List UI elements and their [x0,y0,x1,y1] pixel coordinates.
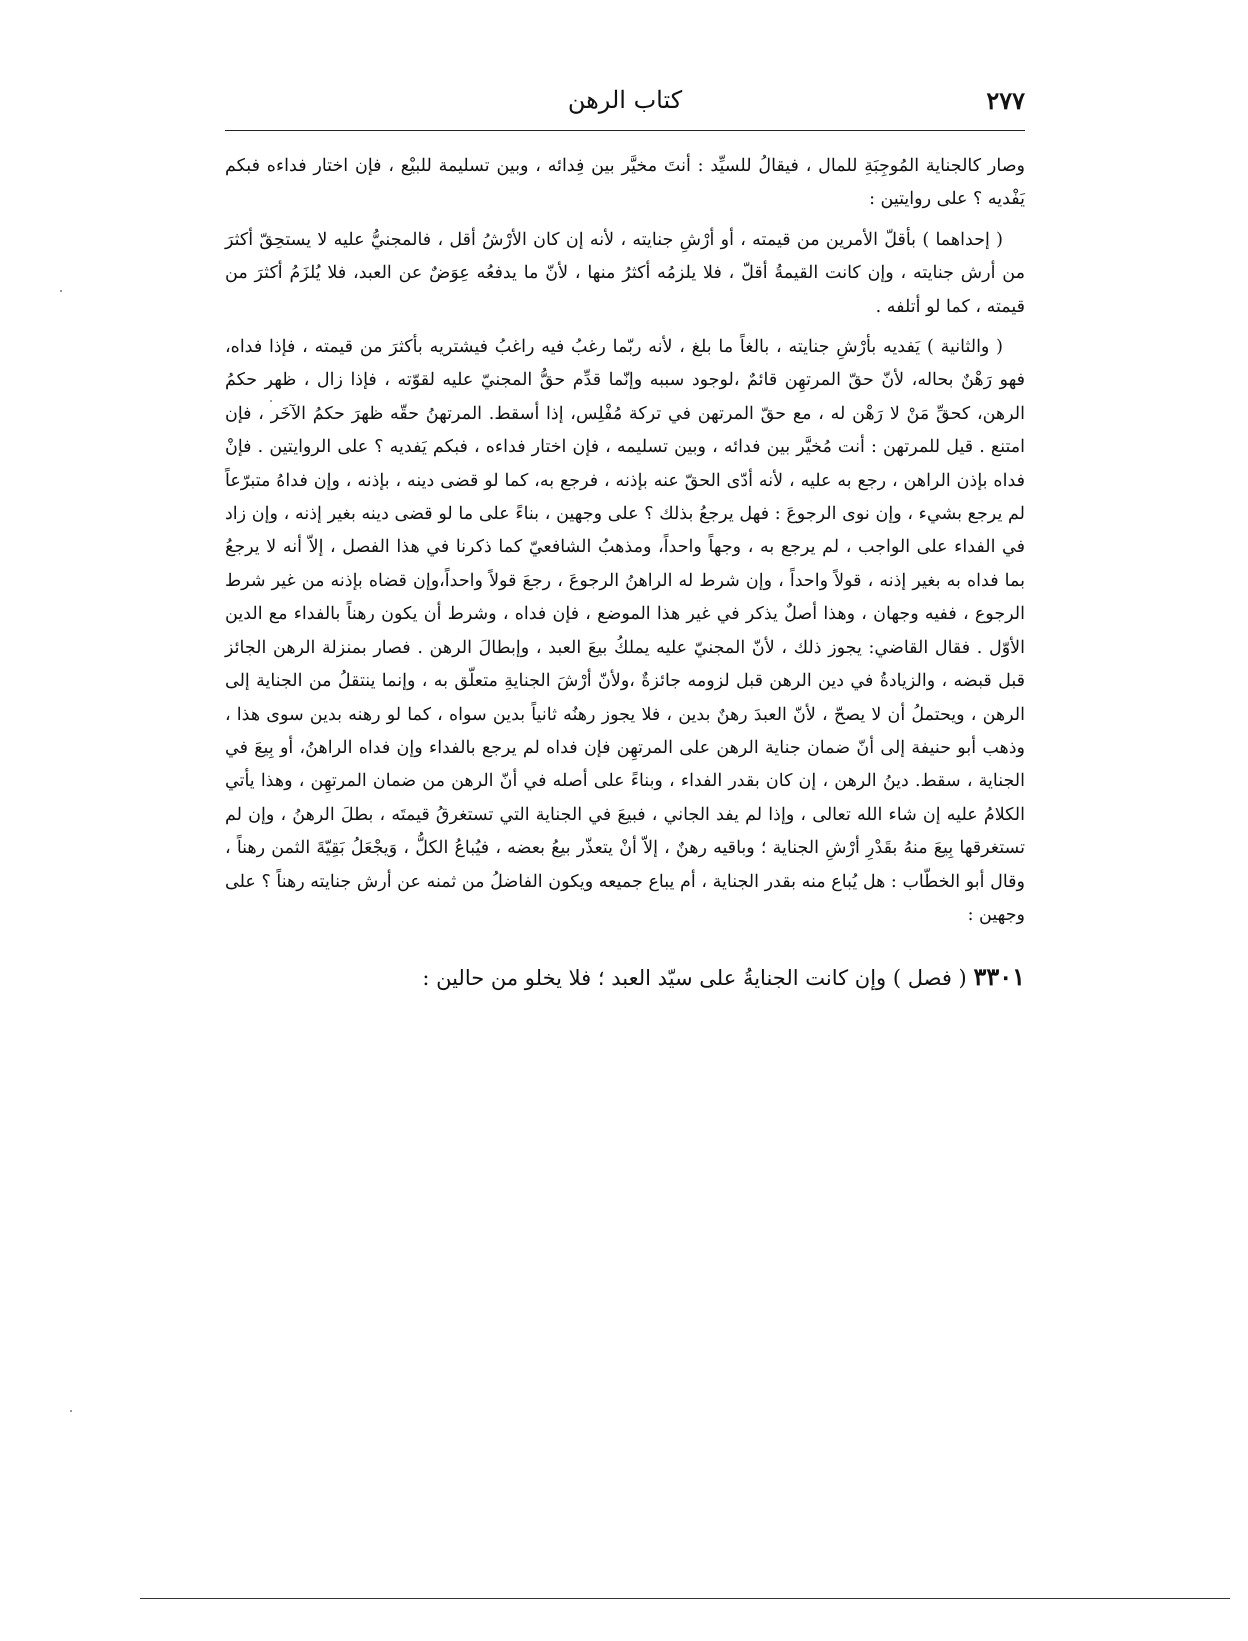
paragraph: ( والثانية ) يَفديه بأرْشِ جنايته ، بالغاً ما بلغ ، لأنه ربّما رغبُ فيه راغبُ فيشتريه بأكثرَ من قيمته ، فإذا فداه، فهو رَهْنٌ بحاله، لأنّ حقّ المرتهِن قائمٌ ،لوجود سببه وإنّما قدِّم حقُّ المجنيّ عليه لقوّته ، فإذا زال ، ظهر حكمُ الرهن، كحقِّ مَنْ لا رَهْن له ، مع حقّ المرتهن في تركة مُفْلِس، إذا أسقط. المرتهنُ حقّه ظهرَ حكمُ الآخَر ، فإن امتنع . قيل للمرتهن : أنت مُخيَّر بين فدائه ، وبين تسليمه ، فإن اختار فداءه ، فبكم يَفديه ؟ على الروايتين . فإنْ فداه بإذن الراهن ، رجع به عليه ، لأنه أدّى الحقّ عنه بإذنه ، فرجع به، كما لو قضى دينه ، بإذنه ، وإن فداهُ متبرّعاً لم يرجع بشيء ، وإن نوى الرجوعَ : فهل يرجعُ بذلك ؟ على وجهين ، بناءً على ما لو قضى دينه بغير إذنه ، وإن زاد في الفداء على الواجب ، لم يرجع به ، وجهاً واحداً، ومذهبُ الشافعيّ كما ذكرنا في هذا الفصل ، إلاّ أنه لا يرجعُ بما فداه به بغير إذنه ، قولاً واحداً ، وإن شرط له الراهنُ الرجوعَ ، رجعَ قولاً واحداً،وإن قضاه بإذنه من غير شرط الرجوع ، ففيه وجهان ، وهذا أصلٌ يذكر في غير هذا الموضع ، فإن فداه ، وشرط أن يكون رهناً بالفداء مع الدين الأوّل . فقال القاضي: يجوز ذلك ، لأنّ المجنيّ عليه يملكُ بيعَ العبد ، وإبطالَ الرهن . فصار بمنزلة الرهن الجائز قبل قبضه ، والزيادةُ في دين الرهن قبل لزومه جائزةٌ ،ولأنّ أرْشَ الجنايةِ متعلّق به ، وإنما ينتقلُ من الجناية إلى الرهن ، ويحتملُ أن لا يصحّ ، لأنّ العبدَ رهنٌ بدين ، فلا يجوز رهنُه ثانياً بدين سواه ، كما لو رهنه بدين سوى هذا ، وذهب أبو حنيفة إلى أنّ ضمان جناية الرهن على المرتهِن فإن فداه لم يرجع بالفداء وإن فداه الراهنُ، أو بِيعَ في الجناية ، سقط. دينُ الرهن ، إن كان بقدر الفداء ، وبناءً على أصله في أنّ الرهن من ضمان المرتهِن ، وهذا يأتي الكلامُ عليه إن شاء الله تعالى ، وإذا لم يفد الجاني ، فبيعَ في الجناية التي تستغرقُ قيمتَه ، بطلَ الرهنُ ، وإن لم تستغرقها بِيعَ منهُ بقَدْرِ أرْشِ الجناية ؛ وباقيه رهنٌ ، إلاّ أنْ يتعذّر بيعُ بعضه ، فيُباعُ الكلُّ ، وَيجْعَلُ بَقِيّةَ الثمن رهناً ، وقال أبو الخطّاب : هل يُباع منه بقدر الجناية ، أم يباع جميعه ويكون الفاضلُ من ثمنه عن أرش جنايته رهناً ؟ على وجهين : [225,337,1025,925]
page-number: ٢٧٧ [986,86,1025,115]
footer-rule [140,1598,1230,1599]
page-body [225,150,1025,1003]
scan-speck [70,1410,72,1412]
header-rule [225,130,1025,131]
running-title: كتاب الرهن [567,86,683,114]
section-heading [225,960,1025,995]
section-text: ( فصل ) وإن كانت الجنايةُ على سيّد العبد ؛ فلا يخلو من حالين : [422,966,967,991]
scan-speck [270,400,272,402]
scan-speck [60,290,62,292]
paragraph: ( إحداهما ) بأقلّ الأمرين من قيمته ، أو أرْشِ جنايته ، لأنه إن كان الأرْشُ أقل ، فالمجنيُّ عليه لا يستحِقّ أكثرَ من أرش جنايته ، وإن كانت القيمةُ أقلّ ، فلا يلزمُه أكثرُ منها ، لأنّ ما يدفعُه عِوَضٌ عن العبد، فلا يُلزَمُ أكثرَ من قيمته ، كما لو أتلفه . [225,229,1025,317]
page-header [225,86,1025,122]
section-number: ٣٣٠١ [973,962,1025,992]
paragraph: وصار كالجناية المُوجِبَةِ للمال ، فيقالُ للسيِّد : أنتَ مخيَّر بين فِدائه ، وبين تسليمة للبيْع ، فإن اختار فداءه فبكم يَفْديه ؟ على روايتين : [225,156,1025,210]
